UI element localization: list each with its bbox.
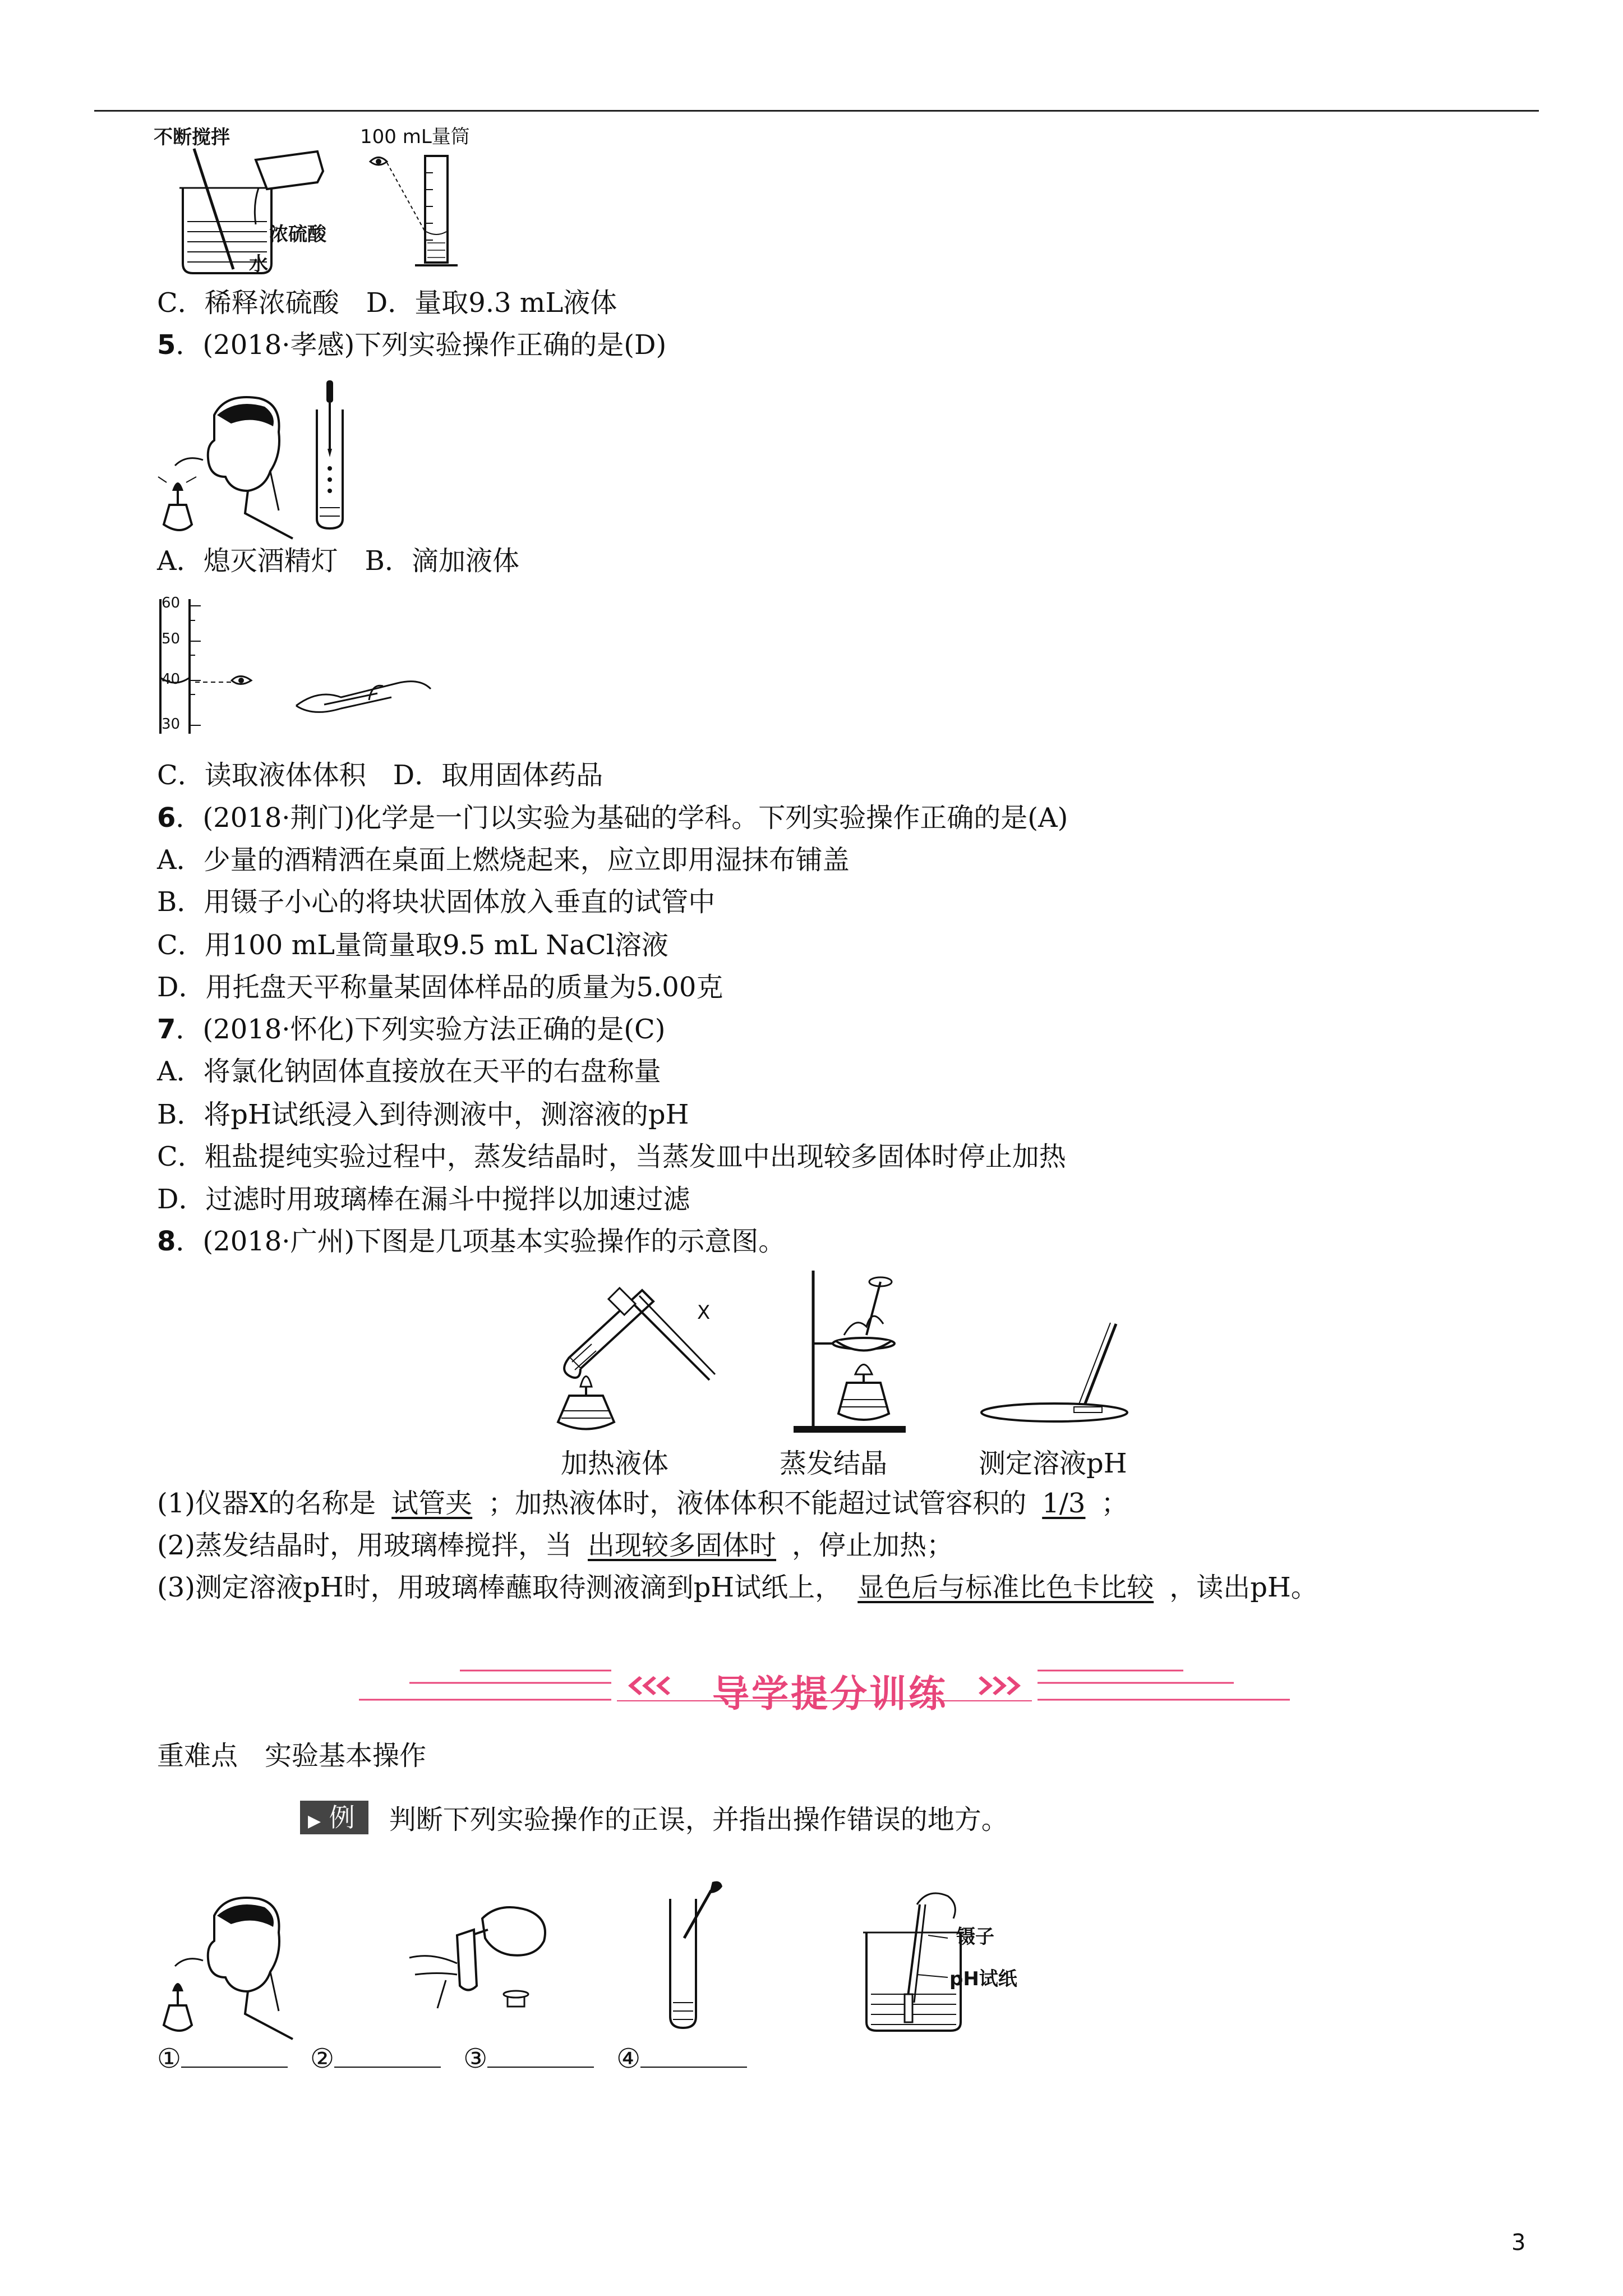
tick-60: 60 bbox=[162, 595, 181, 611]
q6-option-a: A．少量的酒精洒在桌面上燃烧起来，应立即用湿抹布铺盖 bbox=[157, 844, 850, 876]
q8-answer-solids: 出现较多固体时 bbox=[588, 1530, 777, 1561]
label-ph-paper: pH试纸 bbox=[949, 1968, 1017, 1990]
tick-50: 50 bbox=[162, 631, 181, 647]
caption-ph-test: 测定溶液pH bbox=[979, 1448, 1127, 1479]
example-blanks bbox=[157, 2042, 769, 2076]
q5-number: 5 bbox=[157, 329, 176, 361]
q6-option-d: D．用托盘天平称量某固体样品的质量为5.00克 bbox=[157, 972, 723, 1003]
tick-40: 40 bbox=[162, 671, 181, 688]
figure-measure-cylinder bbox=[359, 122, 482, 279]
play-icon: ▶ bbox=[308, 1811, 321, 1831]
q6-stem: 6．(2018·荆门)化学是一门以实验为基础的学科。下列实验操作正确的是(A) bbox=[157, 802, 1068, 834]
q8-answer-compare: 显色后与标准比色卡比较 bbox=[857, 1572, 1154, 1603]
figure-dilute-acid bbox=[155, 126, 334, 278]
q8-text: (2018·广州)下图是几项基本实验操作的示意图。 bbox=[202, 1226, 786, 1257]
q8-number: 8 bbox=[157, 1226, 176, 1257]
q7-stem: 7．(2018·怀化)下列实验方法正确的是(C) bbox=[157, 1014, 666, 1045]
page-number: 3 bbox=[1511, 2230, 1526, 2256]
q8-part3 bbox=[157, 1571, 1318, 1604]
section-heading: 重难点 实验基本操作 bbox=[157, 1740, 427, 1772]
q8-answer-fraction: 1/3 bbox=[1042, 1488, 1086, 1519]
figure-read-volume bbox=[156, 595, 448, 739]
blank-3[interactable] bbox=[487, 2042, 594, 2068]
q8-part1-text-c: ； bbox=[1101, 1488, 1128, 1519]
blank-1[interactable] bbox=[181, 2042, 288, 2068]
q8-stem: 8．(2018·广州)下图是几项基本实验操作的示意图。 bbox=[157, 1226, 786, 1257]
section-banner bbox=[359, 1660, 1290, 1715]
blank-2[interactable] bbox=[334, 2042, 441, 2068]
q6-text: (2018·荆门)化学是一门以实验为基础的学科。下列实验操作正确的是(A) bbox=[202, 802, 1068, 834]
example-figure-ph-beaker bbox=[855, 1882, 1068, 2033]
example-figure-dropper bbox=[656, 1876, 735, 2033]
example-figure-pour-liquid bbox=[404, 1896, 561, 2031]
example-figure-blow-lamp bbox=[153, 1893, 304, 2039]
example-text: 判断下列实验操作的正误，并指出操作错误的地方。 bbox=[389, 1804, 1008, 1835]
caption-heat-liquid: 加热液体 bbox=[561, 1448, 669, 1479]
q8-part3-text-a: (3)测定溶液pH时，用玻璃棒蘸取待测液滴到pH试纸上， bbox=[157, 1572, 842, 1603]
blank-1-label: ① bbox=[157, 2043, 182, 2074]
q8-part2-text-b: ，停止加热； bbox=[792, 1530, 954, 1561]
label-conc-acid: 浓硫酸 bbox=[269, 223, 326, 246]
caption-evaporate: 蒸发结晶 bbox=[780, 1448, 888, 1479]
label-100ml-cylinder: 100 mL量筒 bbox=[360, 126, 470, 148]
blank-2-label: ② bbox=[310, 2043, 335, 2074]
blank-4[interactable] bbox=[640, 2042, 747, 2068]
label-stir: 不断搅拌 bbox=[154, 126, 230, 149]
figure-ph-test bbox=[976, 1318, 1138, 1430]
q7-text: (2018·怀化)下列实验方法正确的是(C) bbox=[202, 1014, 666, 1045]
q8-answer-clamp: 试管夹 bbox=[391, 1488, 473, 1519]
label-water: 水 bbox=[249, 253, 268, 275]
q5-text: (2018·孝感)下列实验操作正确的是(D) bbox=[202, 329, 667, 361]
header-rule bbox=[94, 110, 1539, 112]
q8-part2-text-a: (2)蒸发结晶时，用玻璃棒搅拌，当 bbox=[157, 1530, 572, 1561]
q5-stem: 5．(2018·孝感)下列实验操作正确的是(D) bbox=[157, 329, 667, 361]
tick-30: 30 bbox=[162, 716, 181, 733]
q5-options-cd: C．读取液体体积 D．取用固体药品 bbox=[157, 760, 603, 791]
q7-option-a: A．将氯化钠固体直接放在天平的右盘称量 bbox=[157, 1056, 661, 1087]
q6-option-c: C．用100 mL量筒量取9.5 mL NaCl溶液 bbox=[157, 930, 668, 961]
figure-blow-lamp bbox=[153, 393, 304, 539]
banner-title: 导学提分训练 bbox=[712, 1672, 948, 1715]
blank-3-label: ③ bbox=[463, 2043, 488, 2074]
q8-part1 bbox=[157, 1487, 1128, 1520]
q8-part3-text-b: ，读出pH。 bbox=[1169, 1572, 1318, 1603]
example-tag-label: 例 bbox=[329, 1802, 355, 1833]
q8-part1-text-a: (1)仪器X的名称是 bbox=[157, 1488, 376, 1519]
q7-option-b: B．将pH试纸浸入到待测液中，测溶液的pH bbox=[157, 1099, 689, 1130]
figure-drop-liquid bbox=[303, 376, 370, 533]
q7-option-d: D．过滤时用玻璃棒在漏斗中搅拌以加速过滤 bbox=[157, 1184, 690, 1215]
q6-option-b: B．用镊子小心的将块状固体放入垂直的试管中 bbox=[157, 886, 716, 918]
example-tag bbox=[300, 1801, 368, 1834]
figure-evaporate bbox=[782, 1262, 911, 1436]
q5-options-ab: A．熄灭酒精灯 B．滴加液体 bbox=[157, 545, 519, 577]
blank-4-label: ④ bbox=[616, 2043, 641, 2074]
q7-number: 7 bbox=[157, 1014, 176, 1045]
q8-part1-text-b: ；加热液体时，液体体积不能超过试管容积的 bbox=[488, 1488, 1027, 1519]
example-row bbox=[300, 1798, 1008, 1837]
q6-number: 6 bbox=[157, 802, 176, 834]
figure-heat-liquid bbox=[547, 1268, 726, 1436]
label-tweezers: 镊子 bbox=[956, 1926, 994, 1948]
q8-part2 bbox=[157, 1529, 953, 1562]
q4-options: C．稀释浓硫酸 D．量取9.3 mL液体 bbox=[157, 287, 617, 319]
q7-option-c: C．粗盐提纯实验过程中，蒸发结晶时，当蒸发皿中出现较多固体时停止加热 bbox=[157, 1141, 1066, 1172]
label-x: X bbox=[697, 1301, 711, 1324]
